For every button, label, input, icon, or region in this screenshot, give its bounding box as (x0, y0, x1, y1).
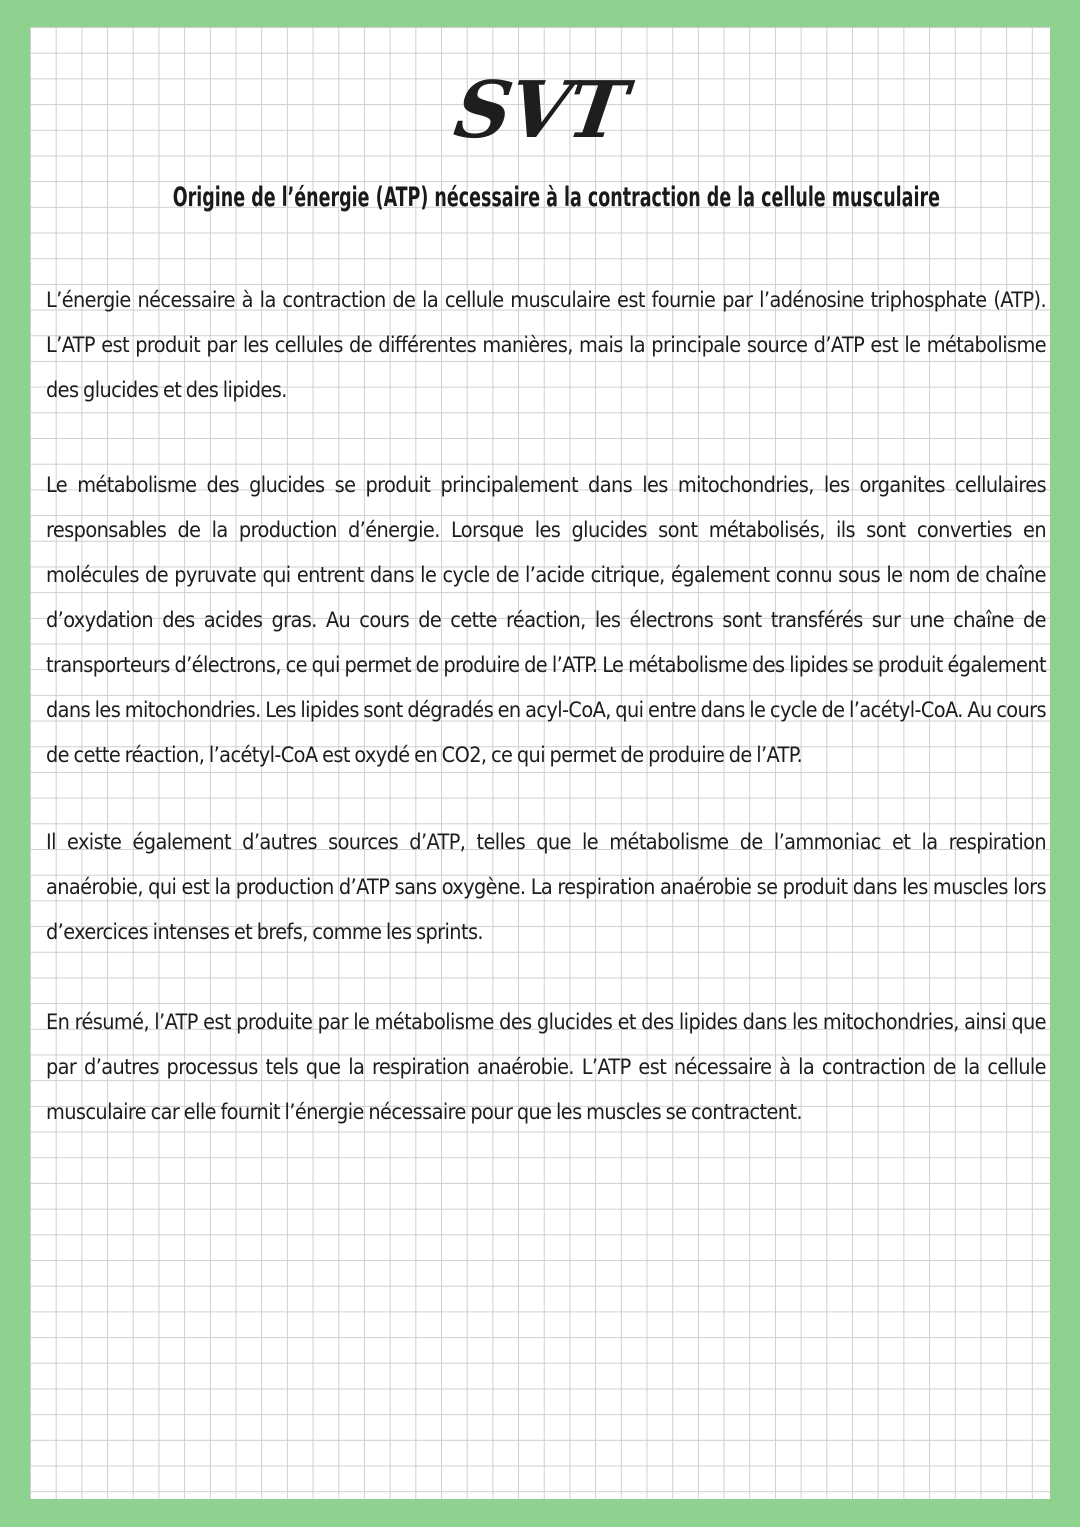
paragraph-other-sources: Il existe également d’autres sources d’ATP, telles que le métabolisme de l’ammoniac et la respiration anaérobie, qui est la production d’ATP sans oxygène. La respiration anaérobie se produit dans les muscles lors d’exercices intenses et brefs, comme les sprints. (46, 830, 1046, 945)
paragraph-intro: L’énergie nécessaire à la contraction de la cellule musculaire est fournie par l’adénosine triphosphate (ATP). L’ATP est produit par les cellules de différentes manières, mais la principale source d’ATP est le métabolisme des glucides et des lipides. (46, 288, 1046, 403)
grid-paper-sheet (30, 27, 1050, 1499)
paragraph-summary: En résumé, l’ATP est produite par le métabolisme des glucides et des lipides dans les mitochondries, ainsi que par d’autres processus tels que la respiration anaérobie. L’ATP est nécessaire à la contraction de la cellule musculaire car elle fournit l’énergie nécessaire pour que les muscles se contractent. (46, 1010, 1046, 1125)
page-title: Origine de l’énergie (ATP) nécessaire à la contraction de la cellule musculaire (172, 182, 940, 213)
subject-heading: SVT (449, 65, 631, 156)
paragraph-metabolism: Le métabolisme des glucides se produit principalement dans les mitochondries, les organites cellulaires responsables de la production d’énergie. Lorsque les glucides sont métabolisés, ils sont converties en molécules de pyruvate qui entrent dans le cycle de l’acide citrique, également connu sous le nom de chaîne d’oxydation des acides gras. Au cours de cette réaction, les électrons sont transférés sur une chaîne de transporteurs d’électrons, ce qui permet de produire de l’ATP. Le métabolisme des lipides se produit également dans les mitochondries. Les lipides sont dégradés en acyl-CoA, qui entre dans le cycle de l’acétyl-CoA. Au cours de cette réaction, l’acétyl-CoA est oxydé en CO2, ce qui permet de produire de l’ATP. (46, 473, 1046, 768)
